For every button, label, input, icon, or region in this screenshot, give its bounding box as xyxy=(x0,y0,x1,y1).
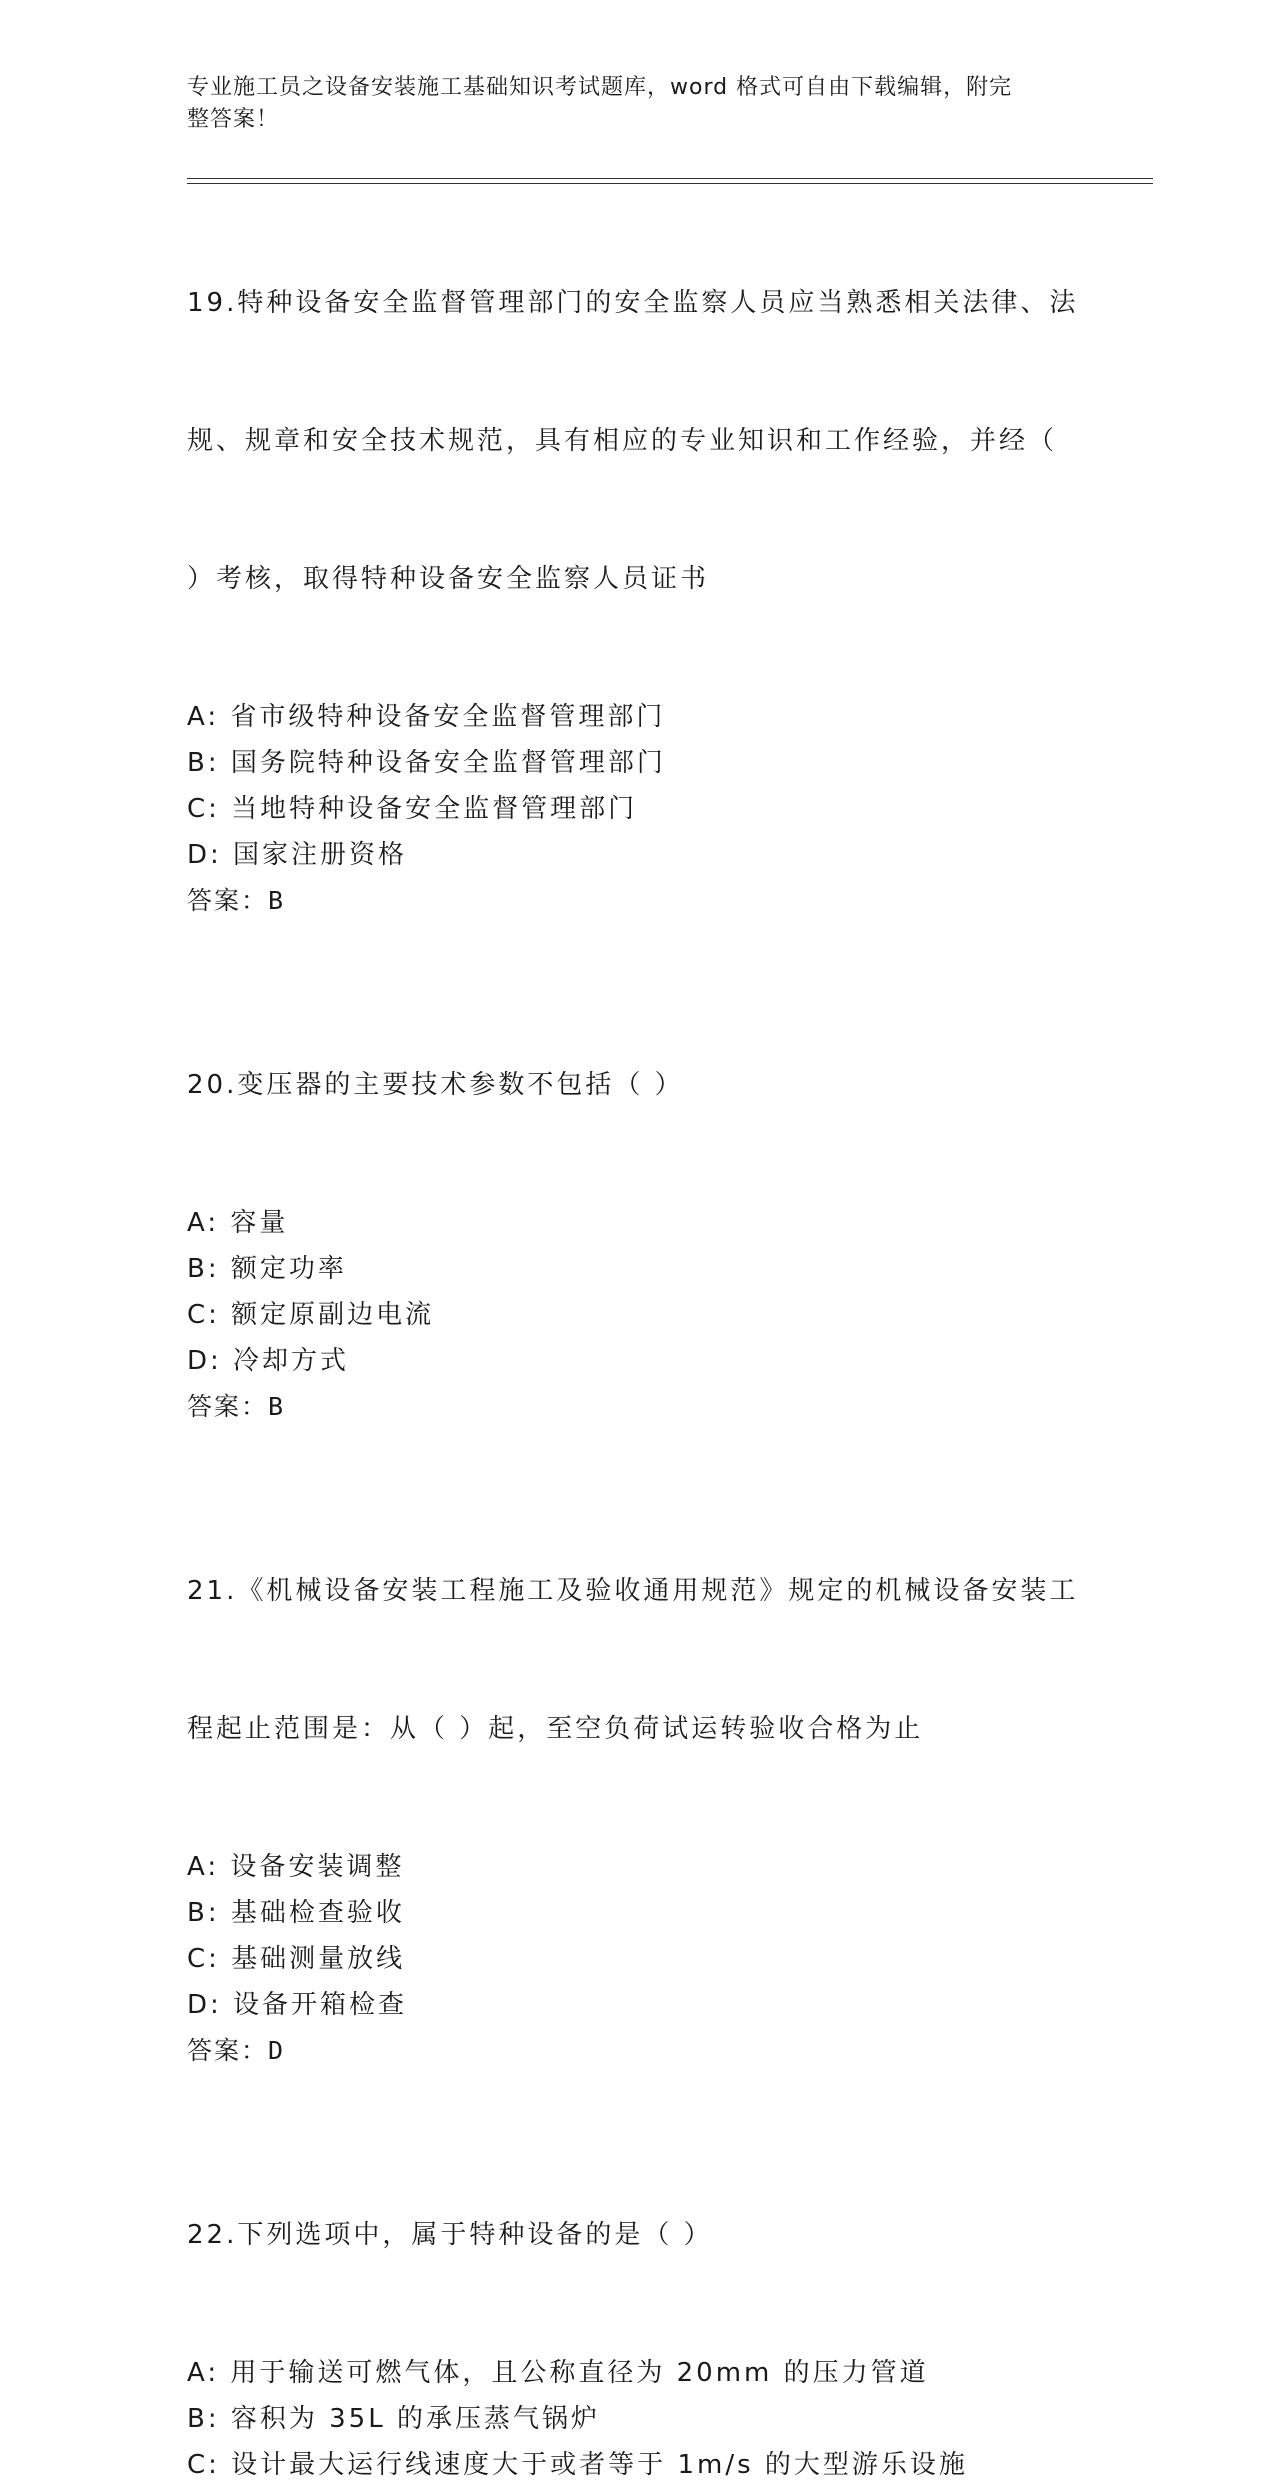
question-list xyxy=(187,188,1087,2488)
option-c: C: 设计最大运行线速度大于或者等于 1m/s 的大型游乐设施 xyxy=(187,2450,968,2480)
question-22 xyxy=(187,2120,1087,2488)
option-c: C: 额定原副边电流 xyxy=(187,1300,435,1330)
option-b: B: 额定功率 xyxy=(187,1254,347,1284)
stem-line: ）考核，取得特种设备安全监察人员证书 xyxy=(187,564,710,594)
spacer xyxy=(187,2074,1087,2120)
option-c: C: 当地特种设备安全监督管理部门 xyxy=(187,794,638,824)
option-b: B: 基础检查验收 xyxy=(187,1898,405,1928)
question-20 xyxy=(187,970,1087,1430)
stem-line: 规、规章和安全技术规范，具有相应的专业知识和工作经验，并经（ xyxy=(187,426,1058,456)
stem-line: 20.变压器的主要技术参数不包括（ ） xyxy=(187,1070,684,1100)
answer: 答案：B xyxy=(187,886,286,915)
option-a: A: 设备安装调整 xyxy=(187,1852,405,1882)
question-19 xyxy=(187,188,1087,924)
header-rule-bottom xyxy=(187,183,1153,184)
spacer xyxy=(187,1430,1087,1476)
option-a: A: 用于输送可燃气体，且公称直径为 20mm 的压力管道 xyxy=(187,2358,929,2388)
spacer xyxy=(187,924,1087,970)
question-stem xyxy=(187,188,1087,694)
option-d: D: 设备开箱检查 xyxy=(187,1990,408,2020)
option-d: D: 国家注册资格 xyxy=(187,840,408,870)
stem-line: 19.特种设备安全监督管理部门的安全监察人员应当熟悉相关法律、法 xyxy=(187,288,1079,318)
question-stem xyxy=(187,970,1087,1200)
option-a: A: 容量 xyxy=(187,1208,289,1238)
answer: 答案：D xyxy=(187,2036,286,2065)
option-b: B: 国务院特种设备安全监督管理部门 xyxy=(187,748,666,778)
stem-line: 21.《机械设备安装工程施工及验收通用规范》规定的机械设备安装工 xyxy=(187,1576,1079,1606)
question-stem xyxy=(187,2120,1087,2350)
question-stem xyxy=(187,1476,1087,1844)
option-d: D: 冷却方式 xyxy=(187,1346,350,1376)
header-rule-top xyxy=(187,178,1153,179)
option-b: B: 容积为 35L 的承压蒸气锅炉 xyxy=(187,2404,600,2434)
stem-line: 程起止范围是：从（ ）起，至空负荷试运转验收合格为止 xyxy=(187,1714,924,1744)
document-header xyxy=(187,72,1087,136)
answer: 答案：B xyxy=(187,1392,286,1421)
question-21 xyxy=(187,1476,1087,2074)
header-line-1: 专业施工员之设备安装施工基础知识考试题库，word 格式可自由下载编辑，附完 xyxy=(187,75,1013,100)
option-a: A: 省市级特种设备安全监督管理部门 xyxy=(187,702,666,732)
option-c: C: 基础测量放线 xyxy=(187,1944,406,1974)
stem-line: 22.下列选项中，属于特种设备的是（ ） xyxy=(187,2220,713,2250)
header-line-2: 整答案！ xyxy=(187,107,280,132)
